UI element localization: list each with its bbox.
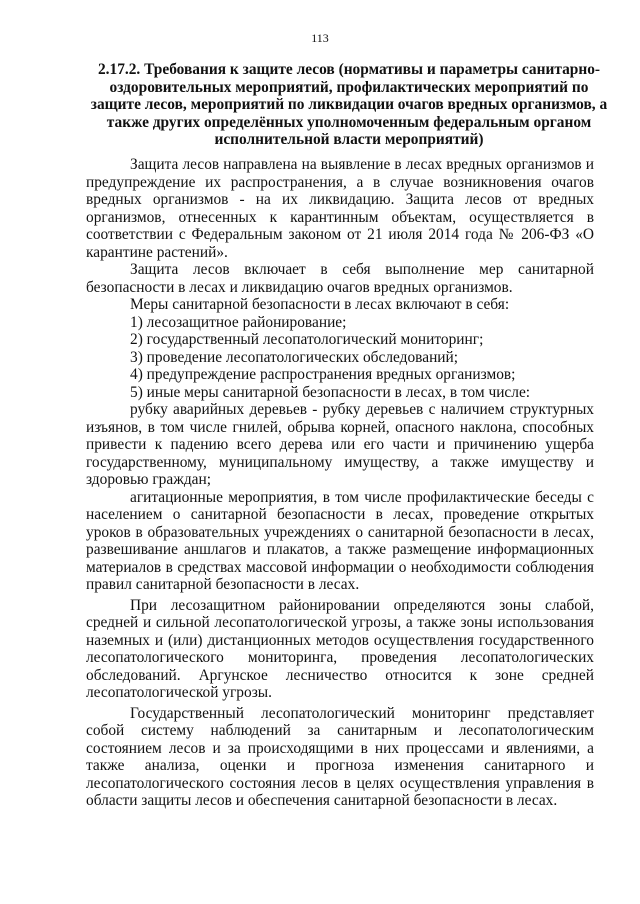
list-item-prevention: 4) предупреждение распространения вредных организмов; <box>130 366 516 383</box>
paragraph-monitoring-definition: Государственный лесопатологический мониторинг представляет собой систему наблюдений за санитарным и лесопатологическим состоянием лесов и за происходящими в них процессами и явлениями, а также анализа, оценки и прогноза изменения санитарного и лесопатологического состояния лесов в целях осуществления управления в области защиты лесов и обеспечения санитарной безопасности в лесах. <box>86 704 594 809</box>
section-heading: 2.17.2. Требования к защите лесов (нормативы и параметры санитарно-оздоровительных мероприятий, профилактических мероприятий по защите лесов, мероприятий по ликвидации очагов вредных организмов, а также других определённых уполномоченным федеральным органом исполнительной власти мероприятий) <box>90 61 608 149</box>
list-item-other-measures: 5) иные меры санитарной безопасности в лесах, в том числе: <box>130 383 531 401</box>
paragraph-emergency-felling: рубку аварийных деревьев - рубку деревьев с наличием структурных изъянов, в том числе гнилей, обрыва корней, опасного наклона, способных привести к падению всего дерева или его части и причинению ущерба государственному, муниципальному имуществу, а также имуществу и здоровью граждан; <box>86 401 594 488</box>
paragraph-awareness-activities: агитационные мероприятия, в том числе профилактические беседы с населением о санитарной безопасности в лесах, проведение открытых уроков в образовательных учреждениях о санитарной безопасности в лесах, развешивание аншлагов и плакатов, а также размещение информационных материалов в средствах массовой информации о необходимости соблюдения правил санитарной безопасности в лесах. <box>86 488 594 593</box>
list-item-surveys: 3) проведение лесопатологических обследований; <box>130 348 459 366</box>
list-item-zoning: 1) лесозащитное районирование; <box>130 313 347 331</box>
page-number: 113 <box>311 31 329 45</box>
paragraph-zoning-details: При лесозащитном районировании определяются зоны слабой, средней и сильной лесопатологической угрозы, а также зоны использования наземных и (или) дистанционных методов осуществления государственного лесопатологического мониторинга, проведения лесопатологических обследований. Аргунское лесничество относится к зоне средней лесопатологической угрозы. <box>86 596 594 701</box>
list-item-monitoring: 2) государственный лесопатологический мониторинг; <box>130 331 484 348</box>
paragraph-sanitary-measures-intro: Меры санитарной безопасности в лесах включают в себя: <box>130 296 510 313</box>
body-text <box>86 156 594 810</box>
paragraph-forest-protection-intro: Защита лесов направлена на выявление в лесах вредных организмов и предупреждение их распространения, а в случае возникновения очагов вредных организмов - на их ликвидацию. Защита лесов от вредных организмов, отнесенных к карантинным объектам, осуществляется в соответствии с Федеральным законом от 21 июля 2014 года № 206-ФЗ «О карантине растений». <box>86 156 594 261</box>
paragraph-forest-protection-includes: Защита лесов включает в себя выполнение мер санитарной безопасности в лесах и ликвидацию очагов вредных организмов. <box>86 261 594 296</box>
